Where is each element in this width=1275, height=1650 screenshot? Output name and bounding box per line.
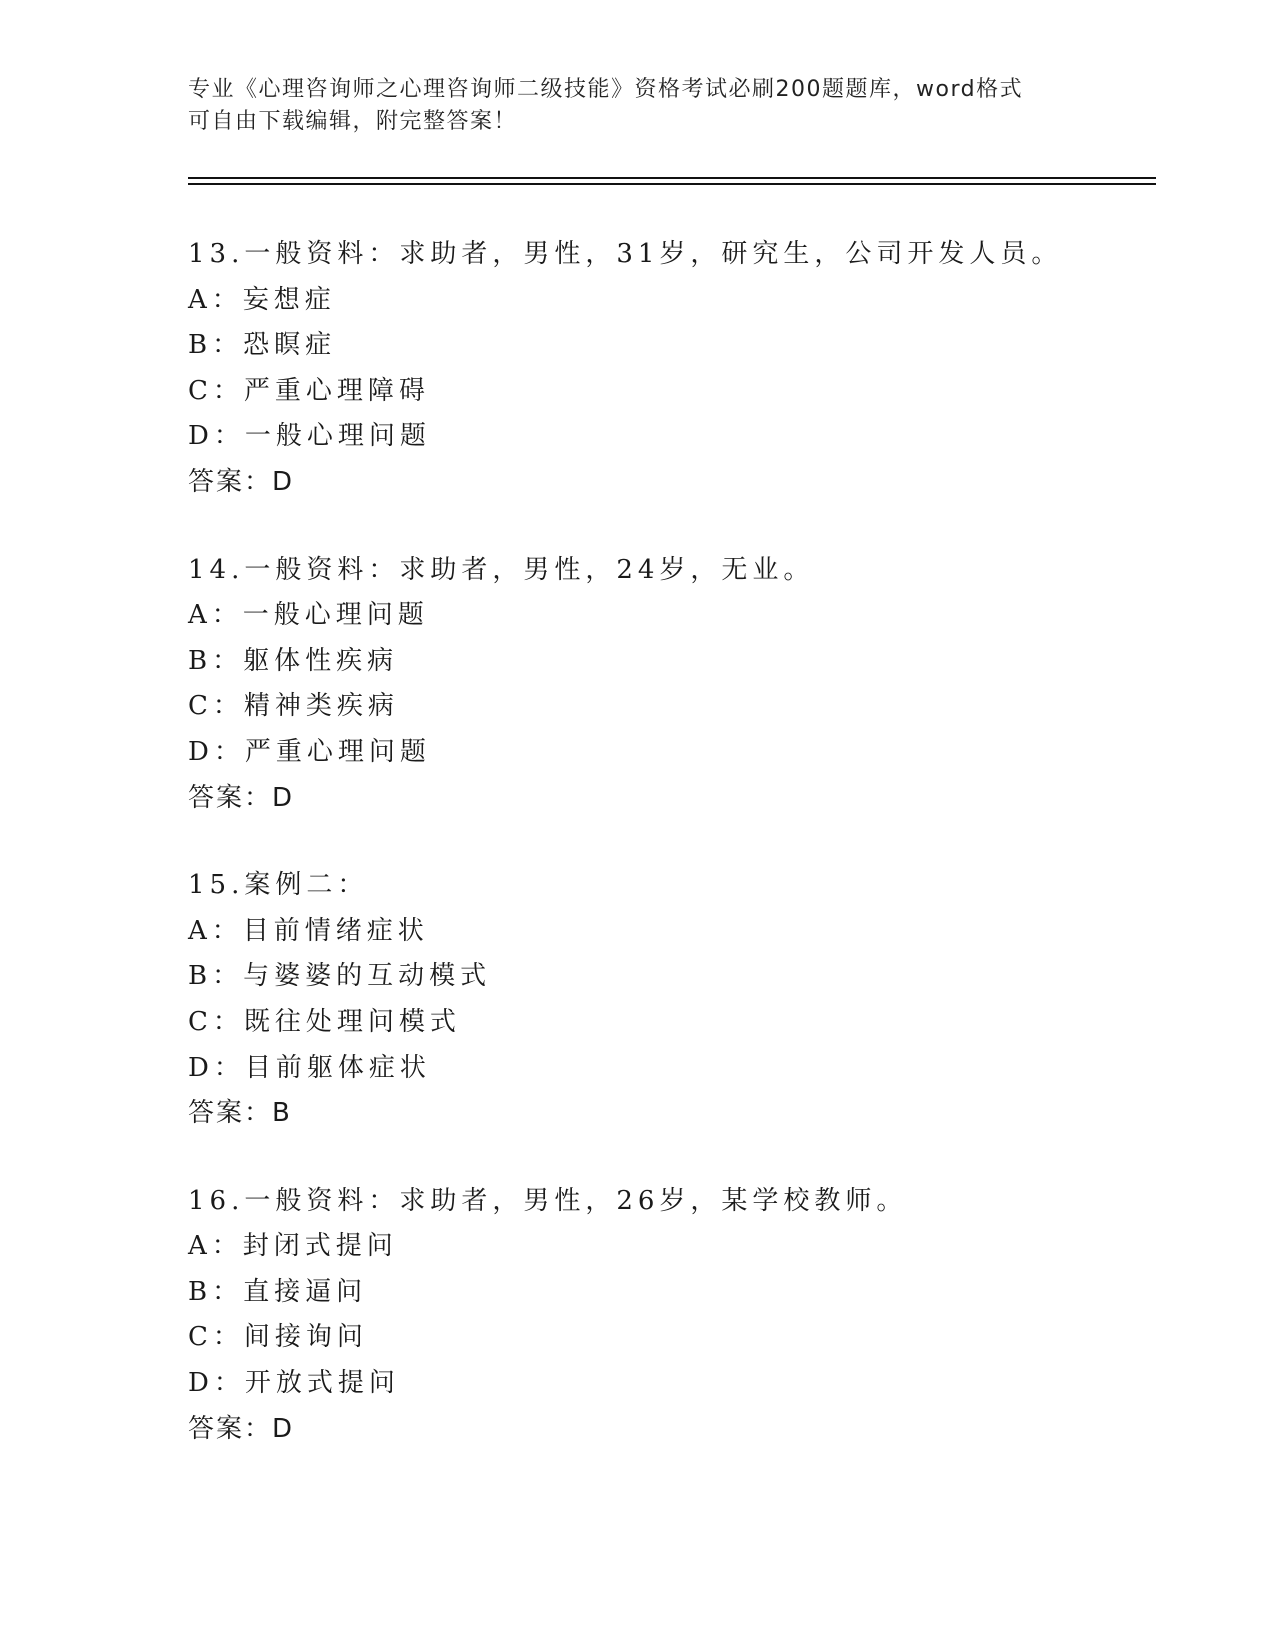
option-d: D：目前躯体症状: [188, 1052, 431, 1083]
option-b: B：恐瞑症: [188, 330, 337, 361]
header-divider-bottom: [188, 183, 1156, 185]
question-stem: 13.一般资料：求助者，男性，31岁，研究生，公司开发人员。: [188, 239, 1063, 269]
option-c: C：精神类疾病: [188, 691, 399, 722]
option-b: B：与婆婆的互动模式: [188, 961, 492, 992]
question-13: [188, 232, 1148, 506]
answer: 答案：D: [188, 1413, 295, 1444]
option-c: C：严重心理障碍: [188, 375, 430, 406]
option-d: D：开放式提问: [188, 1368, 400, 1399]
option-d: D：严重心理问题: [188, 736, 431, 767]
question-16: [188, 1179, 1148, 1453]
answer: 答案：D: [188, 466, 295, 497]
option-c: C：间接询问: [188, 1322, 368, 1353]
question-stem: 16.一般资料：求助者，男性，26岁，某学校教师。: [188, 1185, 908, 1216]
option-a: A：妄想症: [188, 284, 336, 315]
question-stem: 14.一般资料：求助者，男性，24岁，无业。: [188, 554, 815, 585]
question-stem: 15.案例二：: [188, 870, 369, 901]
option-b: B：躯体性疾病: [188, 645, 399, 676]
answer: 答案：D: [188, 782, 295, 813]
document-header: [188, 74, 1088, 138]
option-a: A：目前情绪症状: [188, 915, 429, 946]
answer: 答案：B: [188, 1098, 292, 1129]
question-14: [188, 548, 1148, 822]
header-divider-top: [188, 177, 1156, 179]
option-d: D：一般心理问题: [188, 421, 431, 452]
option-b: B：直接逼问: [188, 1276, 368, 1307]
question-list: [188, 232, 1148, 1494]
header-line-1: 专业《心理咨询师之心理咨询师二级技能》资格考试必刷200题题库，word格式: [188, 77, 1024, 102]
header-line-2: 可自由下载编辑，附完整答案！: [188, 109, 518, 134]
question-15: [188, 863, 1148, 1137]
option-c: C：既往处理问模式: [188, 1006, 461, 1037]
option-a: A：封闭式提问: [188, 1231, 398, 1262]
option-a: A：一般心理问题: [188, 600, 429, 631]
